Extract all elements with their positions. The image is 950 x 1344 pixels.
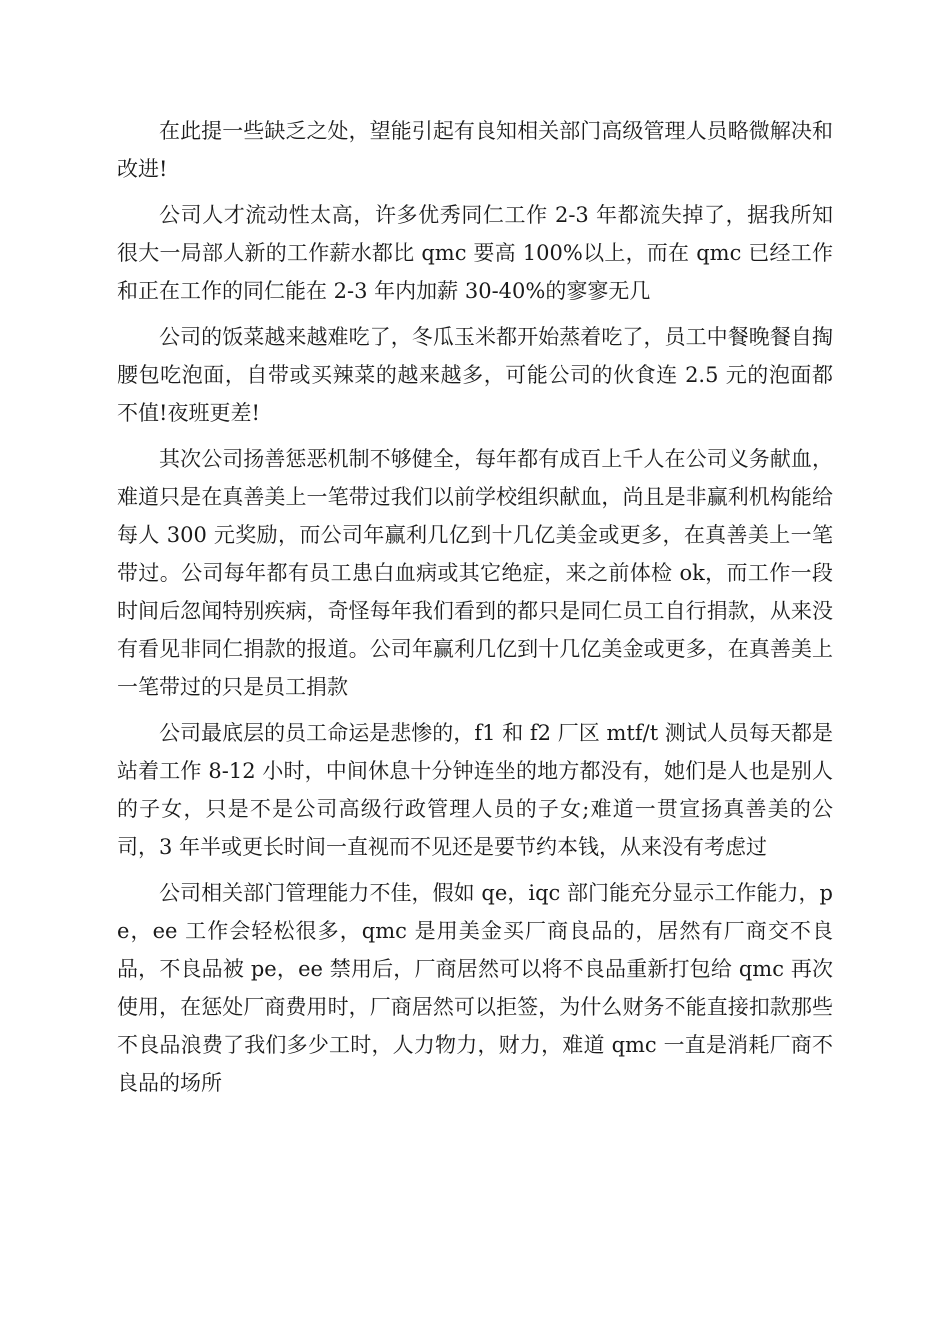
paragraph-5: 公司最底层的员工命运是悲惨的，f1 和 f2 厂区 mtf/t 测试人员每天都是站着工作 8-12 小时，中间休息十分钟连坐的地方都没有，她们是人也是别人的子女，只是不是公司高级行政管理人员的子女;难道一贯宣扬真善美的公司，3 年半或更长时间一直视而不见还是要节约本钱，从来没有考虑过	[117, 721, 833, 859]
document-body	[117, 112, 833, 1110]
paragraph-2: 公司人才流动性太高，许多优秀同仁工作 2-3 年都流失掉了，据我所知很大一局部人新的工作薪水都比 qmc 要高 100%以上，而在 qmc 已经工作和正在工作的同仁能在 2-3 年内加薪 30-40%的寥寥无几	[117, 203, 833, 303]
paragraph-1: 在此提一些缺乏之处，望能引起有良知相关部门高级管理人员略微解决和改进!	[117, 119, 833, 181]
paragraph-3: 公司的饭菜越来越难吃了，冬瓜玉米都开始蒸着吃了，员工中餐晚餐自掏腰包吃泡面，自带或买辣菜的越来越多，可能公司的伙食连 2.5 元的泡面都不值!夜班更差!	[117, 325, 833, 425]
paragraph-4: 其次公司扬善惩恶机制不够健全，每年都有成百上千人在公司义务献血，难道只是在真善美上一笔带过我们以前学校组织献血，尚且是非赢利机构能给每人 300 元奖励，而公司年赢利几亿到十几亿美金或更多，在真善美上一笔带过。公司每年都有员工患白血病或其它绝症，来之前体检 ok，而工作一段时间后忽闻特别疾病，奇怪每年我们看到的都只是同仁员工自行捐款，从来没有看见非同仁捐款的报道。公司年赢利几亿到十几亿美金或更多，在真善美上一笔带过的只是员工捐款	[117, 447, 833, 699]
paragraph-6: 公司相关部门管理能力不佳，假如 qe，iqc 部门能充分显示工作能力，pe，ee 工作会轻松很多，qmc 是用美金买厂商良品的，居然有厂商交不良品，不良品被 pe，ee 禁用后，厂商居然可以将不良品重新打包给 qmc 再次使用，在惩处厂商费用时，厂商居然可以拒签，为什么财务不能直接扣款那些不良品浪费了我们多少工时，人力物力，财力，难道 qmc 一直是消耗厂商不良品的场所	[117, 881, 833, 1095]
